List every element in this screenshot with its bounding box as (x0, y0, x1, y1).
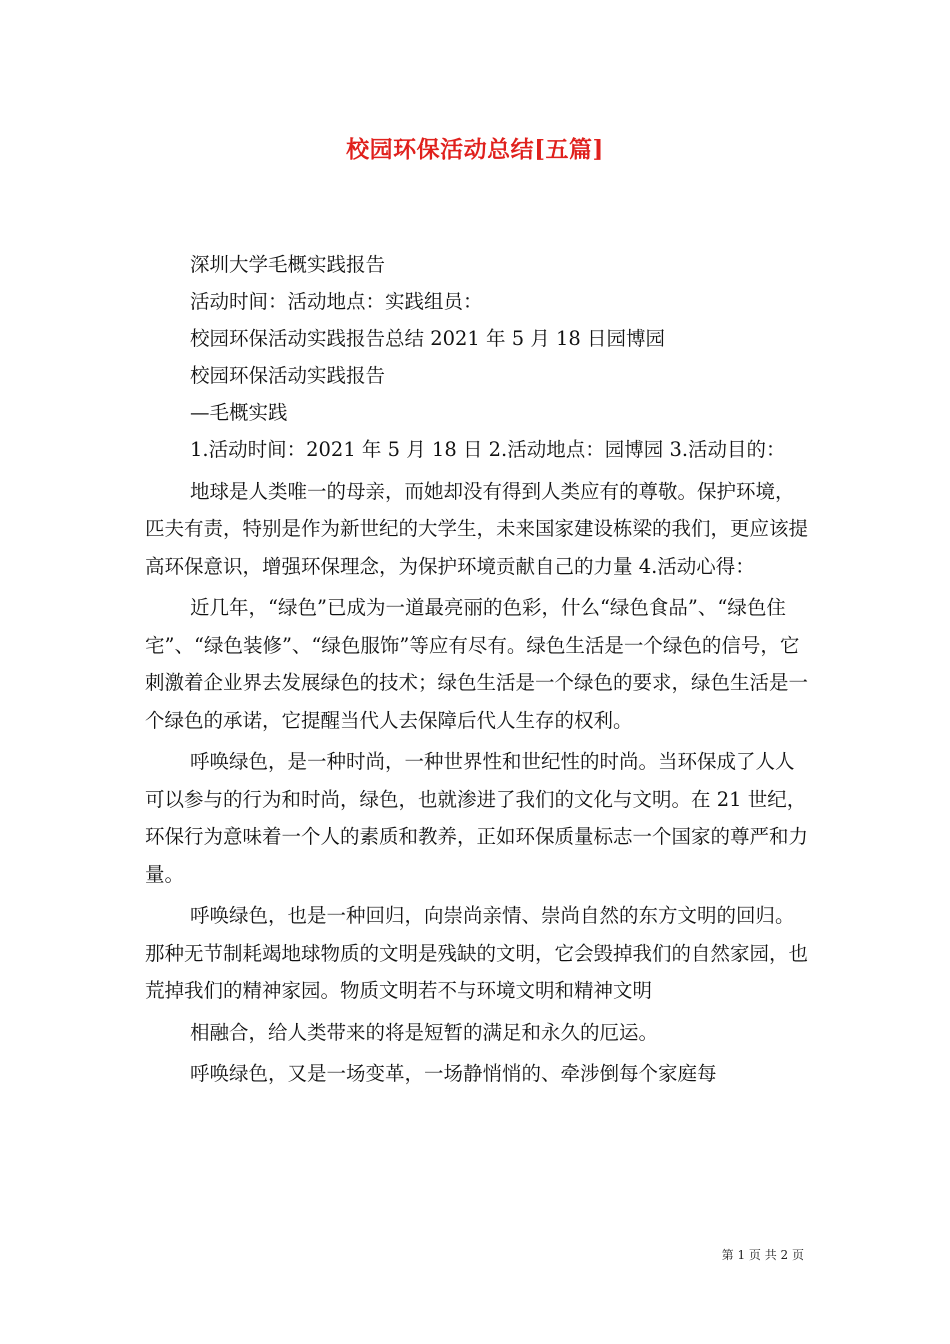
text-line: 活动时间：活动地点：实践组员： (190, 290, 483, 313)
document-body (145, 246, 808, 1093)
paragraph: 呼唤绿色，也是一种回归，向崇尚亲情、崇尚自然的东方文明的回归。那种无节制耗竭地球物质的文明是残缺的文明，它会毁掉我们的自然家园，也荒掉我们的精神家园。物质文明若不与环境文明和精神文明 (145, 904, 809, 1002)
text-line: 深圳大学毛概实践报告 (190, 253, 386, 276)
paragraph: 呼唤绿色，又是一场变革，一场静悄悄的、牵涉倒每个家庭每 (190, 1062, 717, 1085)
paragraph: 1.活动时间：2021 年 5 月 18 日 2.活动地点：园博园 3.活动目的： (190, 438, 786, 461)
paragraph: 近几年，“绿色”已成为一道最亮丽的色彩，什么“绿色食品”、“绿色住宅”、“绿色装修”、“绿色服饰”等应有尽有。绿色生活是一个绿色的信号，它刺激着企业界去发展绿色的技术；绿色生活是一个绿色的要求，绿色生活是一个绿色的承诺，它提醒当代人去保障后代人生存的权利。 (145, 596, 809, 732)
paragraph: 相融合，给人类带来的将是短暂的满足和永久的厄运。 (190, 1020, 659, 1044)
document-title: 校园环保活动总结[五篇] (346, 136, 604, 163)
text-line: 校园环保活动实践报告总结 2021 年 5 月 18 日园博园 (190, 327, 666, 350)
text-line: —毛概实践 (190, 401, 288, 424)
page-number-footer: 第 1 页 共 2 页 (721, 1248, 804, 1262)
text-line: 校园环保活动实践报告 (190, 364, 386, 387)
paragraph: 呼唤绿色，是一种时尚，一种世界性和世纪性的时尚。当环保成了人人可以参与的行为和时尚，绿色，也就渗进了我们的文化与文明。在 21 世纪，环保行为意味着一个人的素质和教养，正如环保质量标志一个国家的尊严和力量。 (145, 750, 809, 886)
paragraph: 地球是人类唯一的母亲，而她却没有得到人类应有的尊敬。保护环境，匹夫有责，特别是作为新世纪的大学生，未来国家建设栋梁的我们，更应该提高环保意识，增强环保理念，为保护环境贡献自己的力量 4.活动心得： (145, 479, 809, 578)
